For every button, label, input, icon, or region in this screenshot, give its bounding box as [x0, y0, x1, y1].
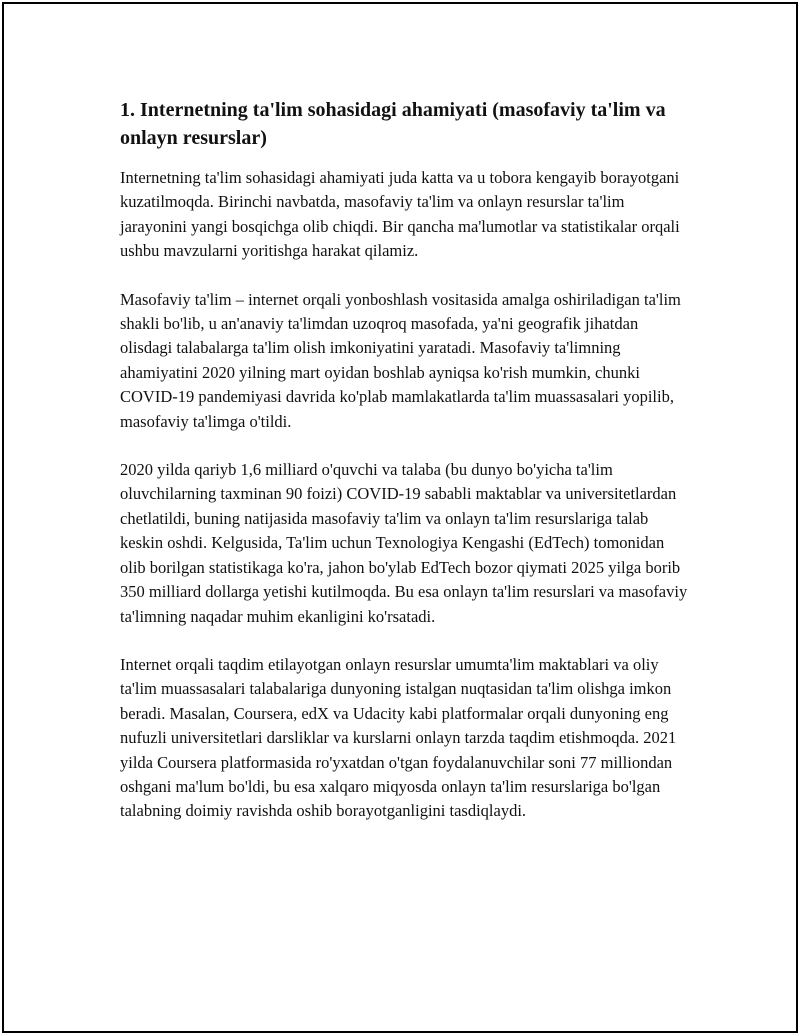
document-body: [120, 96, 690, 848]
paragraph-distance-learning: Masofaviy ta'lim – internet orqali yonboshlash vositasida amalga oshiriladigan ta'lim shakli bo'lib, u an'anaviy ta'limdan uzoqroq masofada, ya'ni geografik jihatdan olisdagi talabalarga ta'lim olish imkoniyatini yaratadi. Masofaviy ta'limning ahamiyatini 2020 yilning mart oyidan boshlab ayniqsa ko'rish mumkin, chunki COVID-19 pandemiyasi davrida ko'plab mamlakatlarda ta'lim muassasalari yopilib, masofaviy ta'limga o'tildi.: [120, 289, 681, 431]
section-heading: 1. Internetning ta'lim sohasidagi ahamiyati (masofaviy ta'lim va onlayn resurslar): [120, 99, 666, 149]
page-frame: [2, 2, 798, 1033]
paragraph-online-resources: Internet orqali taqdim etilayotgan onlayn resurslar umumta'lim maktablari va oliy ta'lim muassasalari talabalariga dunyoning istalgan nuqtasidan ta'lim olishga imkon beradi. Masalan, Coursera, edX va Udacity kabi platformalar orqali dunyoning eng nufuzli universitetlari darsliklar va kurslarni onlayn tarzda taqdim etishmoqda. 2021 yilda Coursera platformasida ro'yxatdan o'tgan foydalanuvchilar soni 77 milliondan oshgani ma'lum bo'ldi, bu esa xalqaro miqyosda onlayn ta'lim resurslariga bo'lgan talabning doimiy ravishda oshib borayotganligini tasdiqlaydi.: [120, 654, 677, 821]
paragraph-intro: Internetning ta'lim sohasidagi ahamiyati juda katta va u tobora kengayib borayotgani kuzatilmoqda. Birinchi navbatda, masofaviy ta'lim va onlayn resurslar ta'lim jarayonini yangi bosqichga olib chiqdi. Bir qancha ma'lumotlar va statistikalar orqali ushbu mavzularni yoritishga harakat qilamiz.: [120, 168, 680, 261]
paragraph-covid-statistics: 2020 yilda qariyb 1,6 milliard o'quvchi va talaba (bu dunyo bo'yicha ta'lim oluvchilarning taxminan 90 foizi) COVID-19 sababli maktablar va universitetlardan chetlatildi, buning natijasida masofaviy ta'lim va onlayn ta'lim resurslariga talab keskin oshdi. Kelgusida, Ta'lim uchun Texnologiya Kengashi (EdTech) tomonidan olib borilgan statistikaga ko'ra, jahon bo'ylab EdTech bozor qiymati 2025 yilga borib 350 milliard dollarga yetishi kutilmoqda. Bu esa onlayn ta'lim resurslari va masofaviy ta'limning naqadar muhim ekanligini ko'rsatadi.: [120, 460, 688, 626]
